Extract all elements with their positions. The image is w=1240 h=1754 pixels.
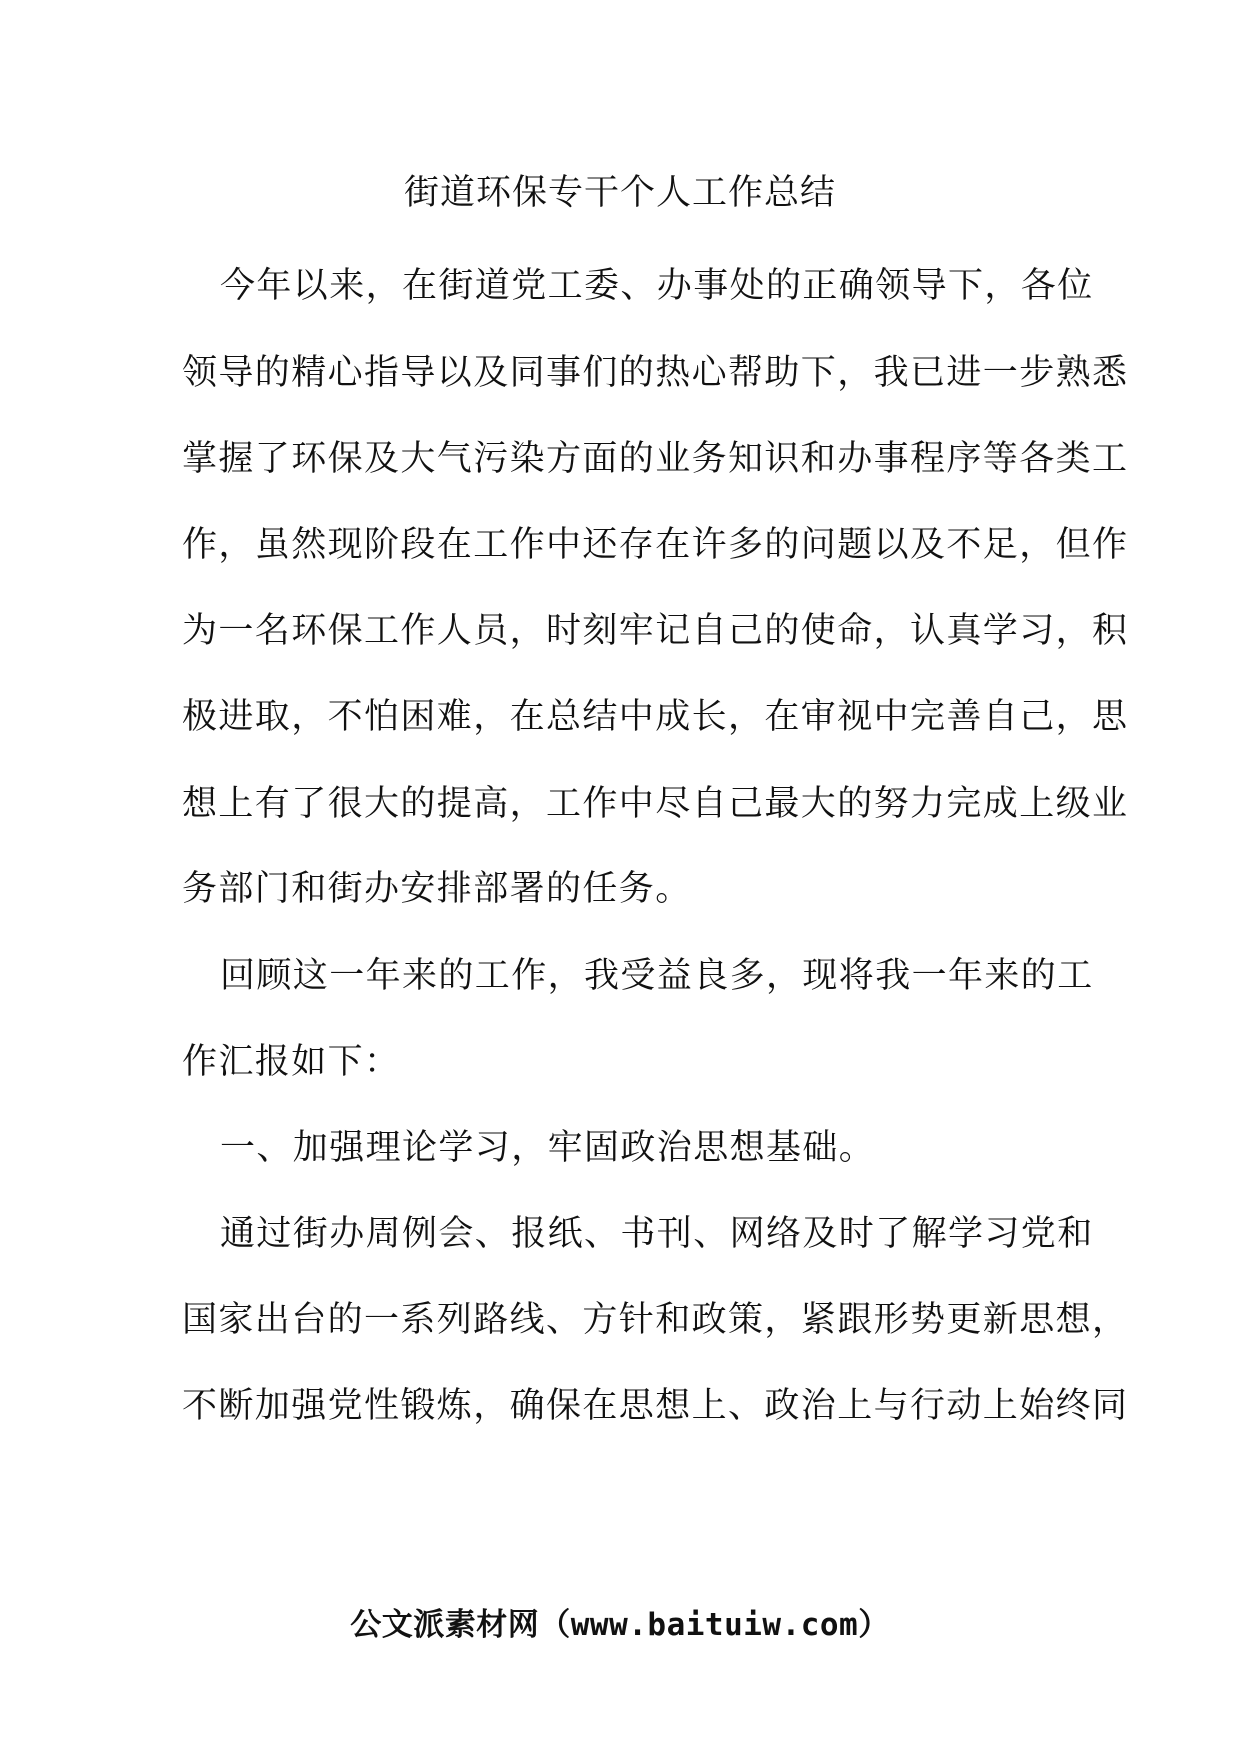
body-line-14: 不断加强党性锻炼，确保在思想上、政治上与行动上始终同 [182, 1386, 1129, 1426]
body-line-12: 通过街办周例会、报纸、书刊、网络及时了解学习党和 [220, 1214, 1094, 1254]
footer-url: （www.baituiw.com） [539, 1607, 890, 1643]
section-heading-1: 一、加强理论学习，牢固政治思想基础。 [220, 1128, 876, 1168]
page-footer [0, 1602, 1240, 1648]
body-line-5: 为一名环保工作人员，时刻牢记自己的使命，认真学习，积 [182, 611, 1129, 651]
body-line-2: 领导的精心指导以及同事们的热心帮助下，我已进一步熟悉 [182, 353, 1129, 393]
body-line-3: 掌握了环保及大气污染方面的业务知识和办事程序等各类工 [182, 439, 1129, 479]
body-line-9: 回顾这一年来的工作，我受益良多，现将我一年来的工 [220, 956, 1094, 996]
body-line-4: 作，虽然现阶段在工作中还存在许多的问题以及不足，但作 [182, 525, 1129, 565]
body-line-13: 国家出台的一系列路线、方针和政策，紧跟形势更新思想， [182, 1300, 1129, 1340]
body-line-1: 今年以来，在街道党工委、办事处的正确领导下，各位 [220, 266, 1094, 306]
body-line-10: 作汇报如下： [182, 1042, 401, 1082]
body-line-8: 务部门和街办安排部署的任务。 [182, 869, 692, 909]
footer-site-name: 公文派素材网 [350, 1607, 540, 1643]
body-line-7: 想上有了很大的提高，工作中尽自己最大的努力完成上级业 [182, 784, 1129, 824]
body-line-6: 极进取，不怕困难，在总结中成长，在审视中完善自己，思 [182, 697, 1129, 737]
document-title: 街道环保专干个人工作总结 [403, 173, 836, 213]
